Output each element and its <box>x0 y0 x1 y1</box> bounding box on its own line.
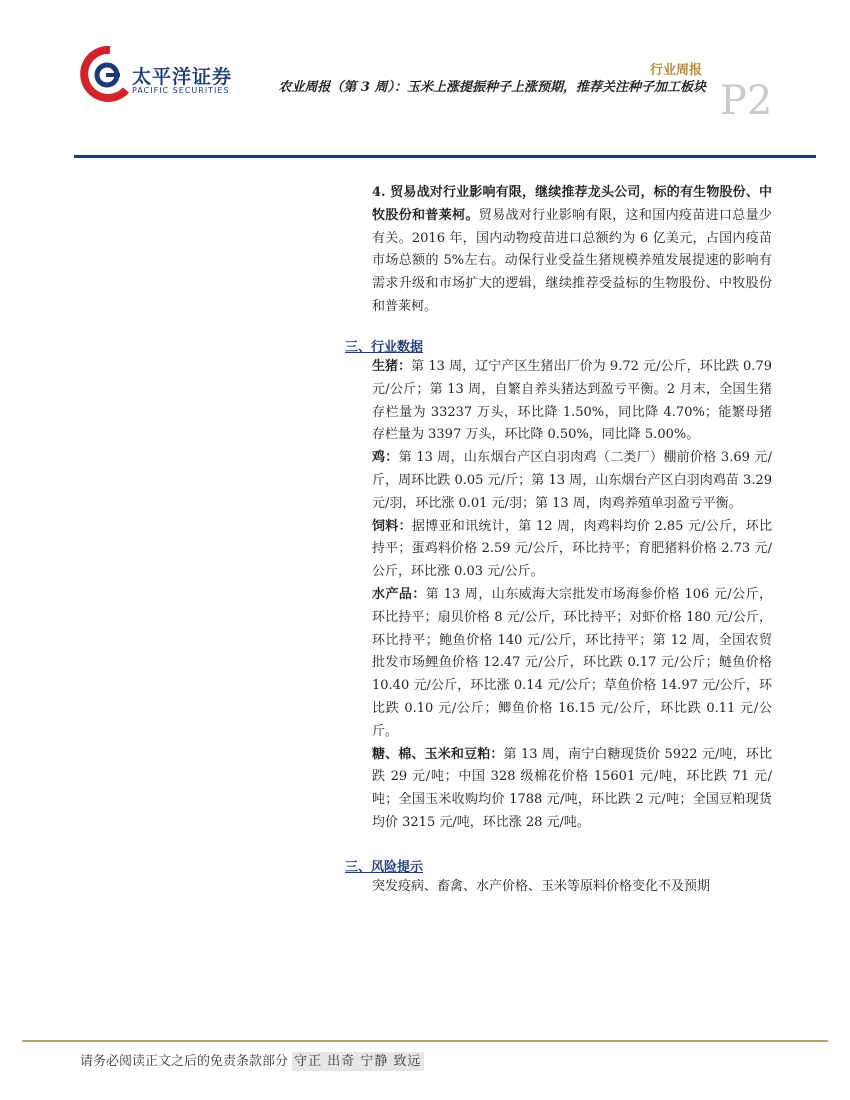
industry-item-aquatic <box>372 584 772 744</box>
section-4-heading: 4. 贸易战对行业影响有限，继续推荐龙头公司，标的有生物股份、中牧股份和普莱柯。 <box>372 185 772 223</box>
item-label: 饲料： <box>372 518 412 534</box>
industry-item-chicken <box>372 447 772 515</box>
section-4-block <box>372 182 772 319</box>
logo-mark-icon <box>80 44 130 106</box>
industry-data-heading: 三、行业数据 <box>345 340 424 355</box>
footer-divider <box>22 1040 828 1042</box>
industry-item-hog <box>372 356 772 447</box>
item-text: 据博亚和讯统计，第 12 周，肉鸡料均价 2.85 元/公斤，环比持平；蛋鸡料价格 2.59 元/公斤，环比持平；育肥猪料价格 2.73 元/公斤，环比涨 0.03 元/公斤。 <box>372 518 772 580</box>
risk-heading: 三、风险提示 <box>345 860 424 875</box>
item-text: 第 13 周，南宁白糖现货价 5922 元/吨，环比跌 29 元/吨；中国 328 级棉花价格 15601 元/吨，环比跌 71 元/吨；全国玉米收购均价 1788 元/吨，环比跌 2 元/吨；全国豆粕现货均价 3215 元/吨，环比涨 28 元/吨。 <box>372 746 772 830</box>
industry-item-feed <box>372 516 772 584</box>
company-name-cn: 太平洋证券 <box>132 66 233 88</box>
risk-body: 突发疫病、畜禽、水产价格、玉米等原料价格变化不及预期 <box>372 879 711 894</box>
item-label: 鸡： <box>372 450 399 466</box>
item-label: 生猪： <box>372 359 412 374</box>
risk-block <box>372 876 772 899</box>
item-text: 第 13 周，山东烟台产区白羽肉鸡（二类厂）棚前价格 3.69 元/斤，周环比跌 0.05 元/斤；第 13 周，山东烟台产区白羽肉鸡苗 3.29 元/羽，环比涨 0.01 元/羽；第 13 周，肉鸡养殖单羽盈亏平衡。 <box>372 450 772 511</box>
header-divider <box>74 155 816 158</box>
section-4-body: 贸易战对行业影响有限，这和国内疫苗进口总量少有关。2016 年，国内动物疫苗进口总额约为 6 亿美元，占国内疫苗市场总额的 5%左右。动保行业受益生猪规模养殖发展提速的影响有需求升级和市场扩大的逻辑，继续推荐受益标的生物股份、中牧股份和普莱柯。 <box>372 207 772 314</box>
footer-motto: 守正 出奇 宁静 致远 <box>294 1054 422 1069</box>
industry-data-list <box>372 356 772 835</box>
company-name-en: PACIFIC SECURITIES <box>132 86 230 95</box>
company-logo <box>80 44 250 106</box>
item-label: 水产品： <box>372 586 426 602</box>
document-type: 行业周报 <box>649 63 702 78</box>
item-label: 糖、棉、玉米和豆粕： <box>372 746 504 762</box>
section-4-paragraph <box>372 182 772 319</box>
page-number: P2 <box>720 78 773 124</box>
industry-item-commodities <box>372 744 772 835</box>
item-text: 第 13 周，山东威海大宗批发市场海参价格 106 元/公斤，环比持平；扇贝价格 8 元/公斤，环比持平；对虾价格 180 元/公斤，环比持平；鲍鱼价格 140 元/公斤，环比持平；第 12 周，全国农贸批发市场鲤鱼价格 12.47 元/公斤，环比跌 0.17 元/公斤；鲢鱼价格 10.40 元/公斤，环比涨 0.14 元/公斤；草鱼价格 14.97 元/公斤，环比跌 0.10 元/公斤；鲫鱼价格 16.15 元/公斤，环比跌 0.11 元/公斤。 <box>372 586 772 739</box>
document-title: 农业周报（第 3 周）：玉米上涨提振种子上涨预期，推荐关注种子加工板块 <box>278 80 706 95</box>
item-text: 第 13 周，辽宁产区生猪出厂价为 9.72 元/公斤，环比跌 0.79 元/公斤；第 13 周，自繁自养头猪达到盈亏平衡。2 月末，全国生猪存栏量为 33237 万头，环比降 1.50%，同比降 4.70%；能繁母猪存栏量为 3397 万头，环比降 0.50%，同比降 5.00%。 <box>372 359 772 443</box>
footer <box>80 1050 424 1069</box>
footer-disclaimer: 请务必阅读正文之后的免责条款部分 <box>80 1054 289 1069</box>
